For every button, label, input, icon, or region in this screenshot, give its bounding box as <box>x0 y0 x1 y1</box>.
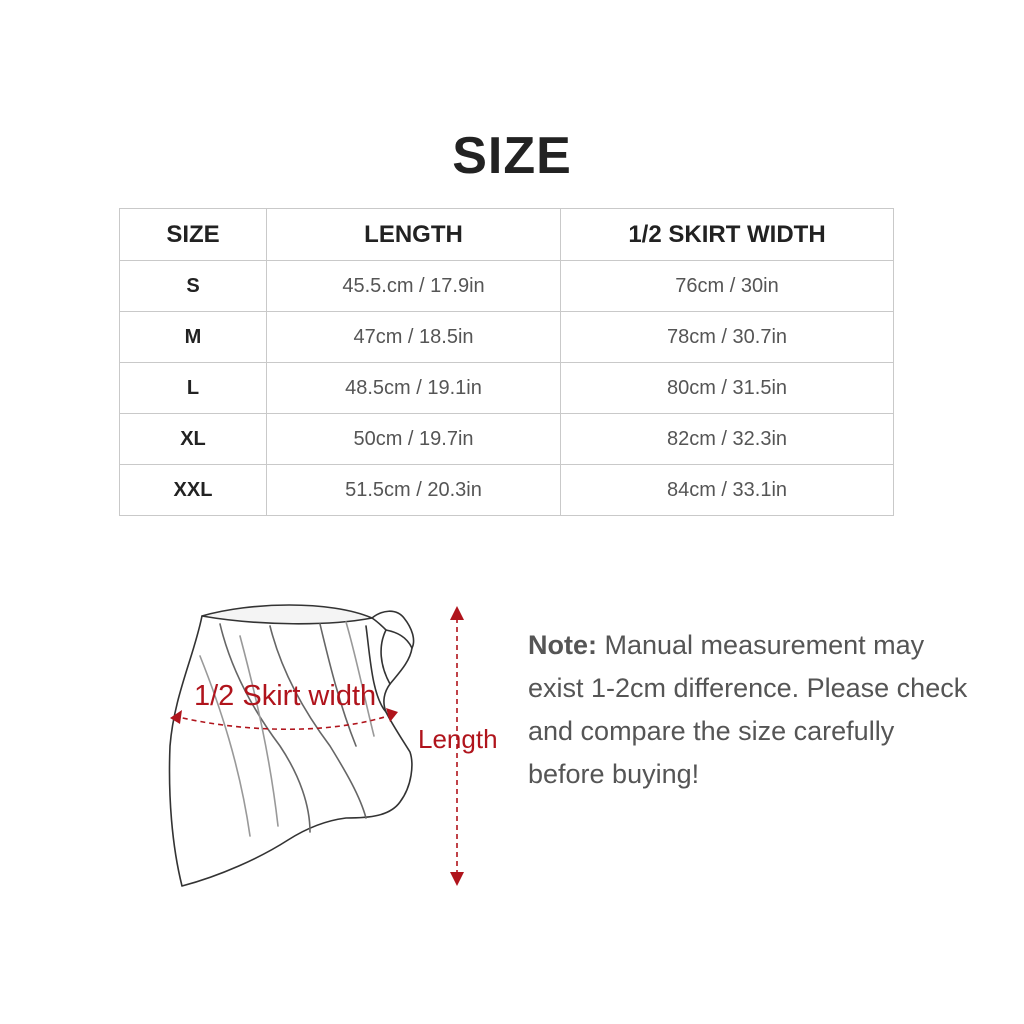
header-skirt-width: 1/2 SKIRT WIDTH <box>561 209 894 261</box>
table-header-row <box>120 209 894 261</box>
table-row <box>120 465 894 516</box>
header-size: SIZE <box>120 209 267 261</box>
table-row <box>120 363 894 414</box>
size-cell: XXL <box>120 465 267 516</box>
width-cell: 78cm / 30.7in <box>561 312 894 363</box>
width-cell: 76cm / 30in <box>561 261 894 312</box>
table-row <box>120 312 894 363</box>
width-cell: 80cm / 31.5in <box>561 363 894 414</box>
size-cell: M <box>120 312 267 363</box>
note-text <box>528 624 968 796</box>
size-table <box>119 208 894 516</box>
size-cell: L <box>120 363 267 414</box>
skirt-width-label: 1/2 Skirt width <box>194 680 377 712</box>
note-label: Note: <box>528 630 597 660</box>
length-cell: 51.5cm / 20.3in <box>267 465 561 516</box>
size-cell: S <box>120 261 267 312</box>
note-body: Manual measurement may exist 1-2cm difference. Please check and compare the size carefully before buying! <box>528 630 968 789</box>
table-row <box>120 414 894 465</box>
page-title: SIZE <box>452 127 572 185</box>
length-cell: 47cm / 18.5in <box>267 312 561 363</box>
width-cell: 84cm / 33.1in <box>561 465 894 516</box>
length-label: Length <box>418 724 498 754</box>
size-cell: XL <box>120 414 267 465</box>
width-cell: 82cm / 32.3in <box>561 414 894 465</box>
length-cell: 48.5cm / 19.1in <box>267 363 561 414</box>
length-cell: 45.5.cm / 17.9in <box>267 261 561 312</box>
table-row <box>120 261 894 312</box>
length-cell: 50cm / 19.7in <box>267 414 561 465</box>
skirt-diagram <box>160 596 520 896</box>
header-length: LENGTH <box>267 209 561 261</box>
